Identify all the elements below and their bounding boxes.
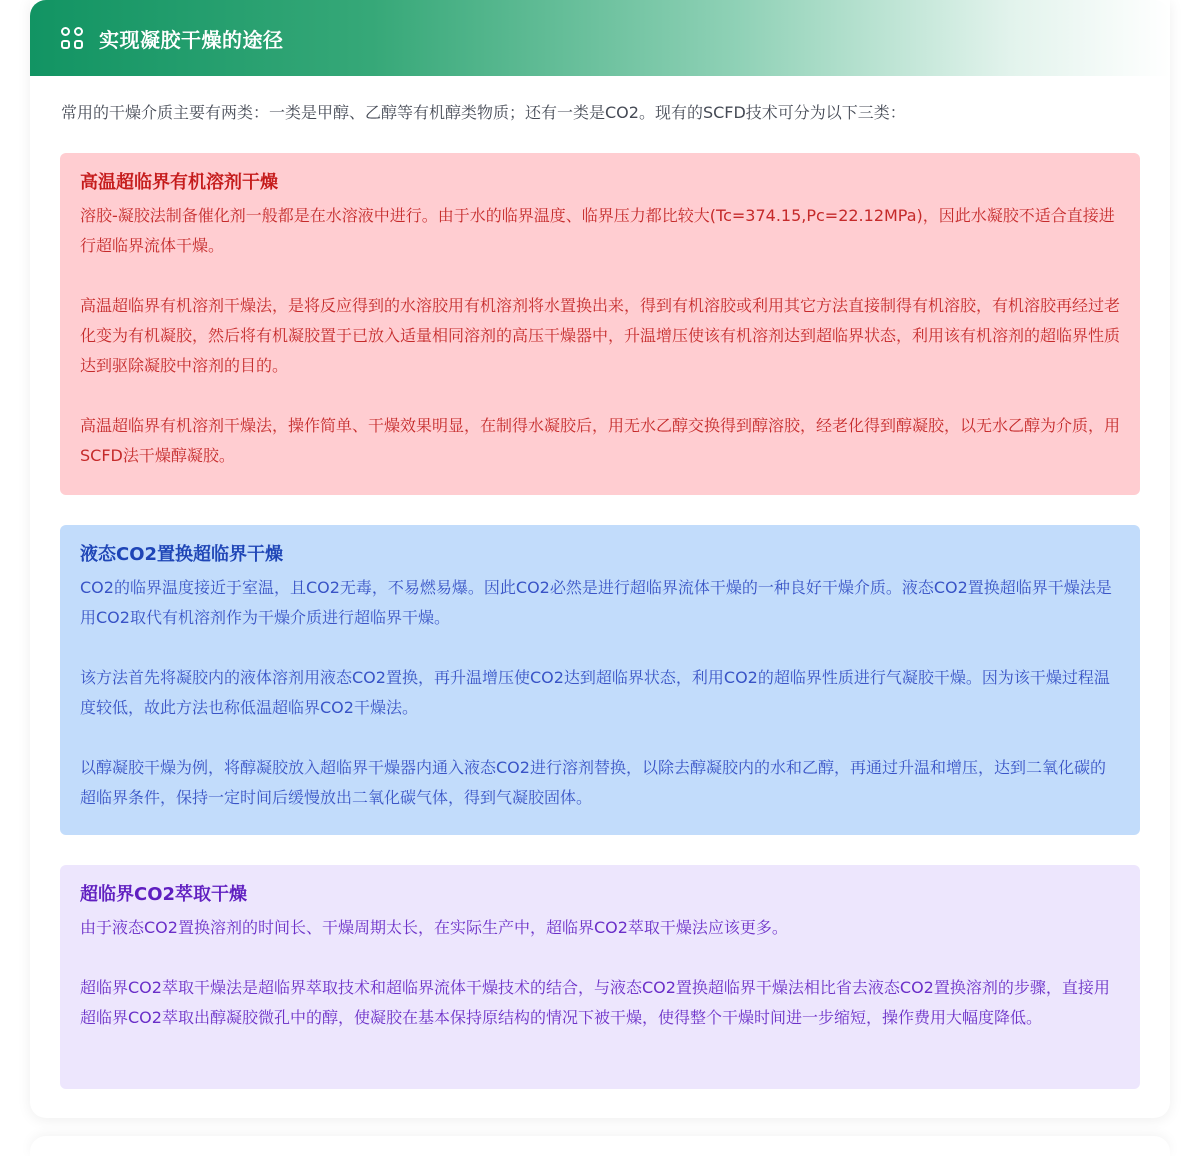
section-paragraph: 超临界CO2萃取干燥法是超临界萃取技术和超临界流体干燥技术的结合，与液态CO2置换超临界干燥法相比省去液态CO2置换溶剂的步骤，直接用超临界CO2萃取出醇凝胶微孔中的醇，使凝胶在基本保持原结构的情况下被干燥，使得整个干燥时间进一步缩短，操作费用大幅度降低。: [80, 978, 1110, 1027]
section-paragraph: 高温超临界有机溶剂干燥法，操作简单、干燥效果明显，在制得水凝胶后，用无水乙醇交换得到醇溶胶，经老化得到醇凝胶，以无水乙醇为介质，用SCFD法干燥醇凝胶。: [80, 416, 1121, 465]
apps-grid-icon: [61, 27, 83, 49]
section-paragraph: 高温超临界有机溶剂干燥法，是将反应得到的水溶胶用有机溶剂将水置换出来，得到有机溶胶或利用其它方法直接制得有机溶胶，有机溶胶再经过老化变为有机凝胶，然后将有机凝胶置于已放入适量相同溶剂的高压干燥器中，升温增压使该有机溶剂达到超临界状态，利用该有机溶剂的超临界性质达到驱除凝胶中溶剂的目的。: [80, 296, 1121, 375]
section-paragraph: CO2的临界温度接近于室温，且CO2无毒，不易燃易爆。因此CO2必然是进行超临界流体干燥的一种良好干燥介质。液态CO2置换超临界干燥法是用CO2取代有机溶剂作为干燥介质进行超临界干燥。: [80, 578, 1112, 627]
section-paragraph: 该方法首先将凝胶内的液体溶剂用液态CO2置换，再升温增压使CO2达到超临界状态，利用CO2的超临界性质进行气凝胶干燥。因为该干燥过程温度较低，故此方法也称低温超临界CO2干燥法。: [80, 668, 1110, 717]
card-header: [30, 0, 1170, 76]
section-supercritical-co2-extraction: [60, 865, 1140, 1089]
section-title: 高温超临界有机溶剂干燥: [80, 172, 278, 193]
section-paragraph: 由于液态CO2置换溶剂的时间长、干燥周期太长，在实际生产中，超临界CO2萃取干燥法应该更多。: [80, 918, 788, 937]
section-high-temp-organic: [60, 153, 1140, 495]
section-paragraph: 溶胶-凝胶法制备催化剂一般都是在水溶液中进行。由于水的临界温度、临界压力都比较大(Tc=374.15,Pc=22.12MPa)，因此水凝胶不适合直接进行超临界流体干燥。: [80, 206, 1115, 255]
section-liquid-co2: [60, 525, 1140, 835]
card-title: 实现凝胶干燥的途径: [99, 27, 284, 52]
next-card-edge: [30, 1136, 1170, 1156]
content-card: [30, 0, 1170, 1118]
section-paragraph: 以醇凝胶干燥为例，将醇凝胶放入超临界干燥器内通入液态CO2进行溶剂替换，以除去醇凝胶内的水和乙醇，再通过升温和增压，达到二氧化碳的超临界条件，保持一定时间后缓慢放出二氧化碳气体，得到气凝胶固体。: [80, 758, 1106, 807]
section-title: 液态CO2置换超临界干燥: [80, 544, 284, 565]
intro-text: 常用的干燥介质主要有两类：一类是甲醇、乙醇等有机醇类物质；还有一类是CO2。现有的SCFD技术可分为以下三类：: [61, 103, 906, 122]
section-title: 超临界CO2萃取干燥: [80, 884, 248, 905]
